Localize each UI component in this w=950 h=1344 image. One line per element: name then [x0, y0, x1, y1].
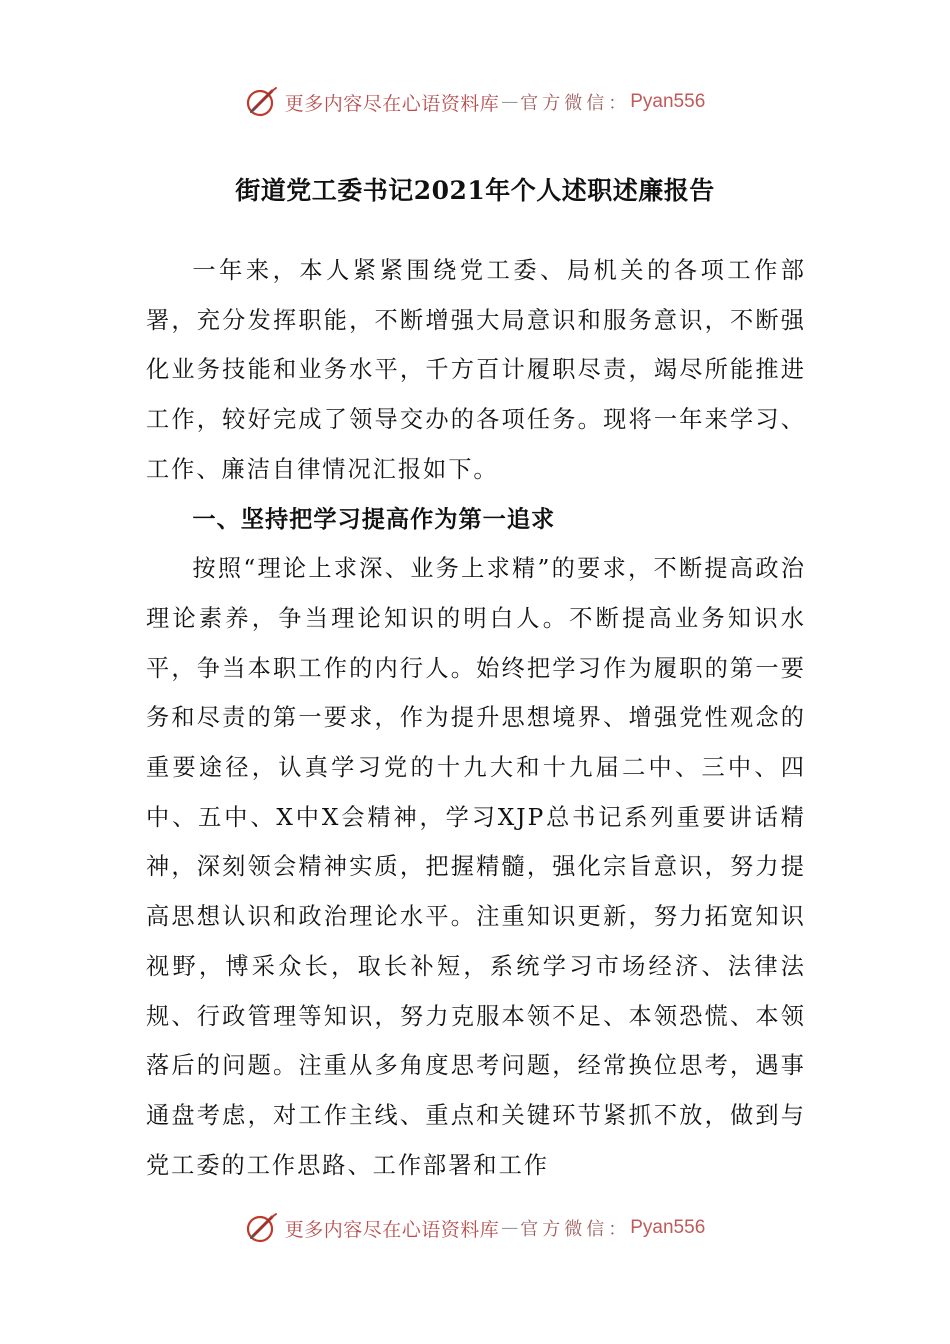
banner-official-text: 官方微信： — [520, 93, 631, 114]
header-banner — [0, 80, 950, 124]
pen-circle-logo-icon — [245, 1211, 279, 1245]
banner-site-text: 更多内容尽在心语资料库 — [284, 1218, 500, 1241]
banner-site-text: 更多内容尽在心语资料库 — [284, 92, 500, 115]
document-title: 街道党工委书记2021年个人述职述廉报告 — [235, 176, 715, 205]
banner-separator: — — [501, 92, 519, 112]
section-paragraph: 按照“理论上求深、业务上求精”的要求，不断提高政治理论素养，争当理论知识的明白人。不断提高业务知识水平，争当本职工作的内行人。始终把学习作为履职的第一要务和尽责的第一要求，作为提升思想境界、增强党性观念的重要途径，认真学习党的十九大和十九届二中、三中、四中、五中、X中X会精神，学习XJP总书记系列重要讲话精神，深刻领会精神实质，把握精髓，强化宗旨意识，努力提高思想认识和政治理论水平。注重知识更新，努力拓宽知识视野，博采众长，取长补短，系统学习市场经济、法律法规、行政管理等知识，努力克服本领不足、本领恐慌、本领落后的问题。注重从多角度思考问题，经常换位思考，遇事通盘考虑，对工作主线、重点和关键环节紧抓不放，做到与党工委的工作思路、工作部署和工作 — [146, 555, 806, 1179]
banner-wechat-id: Pyan556 — [630, 1217, 706, 1238]
banner-wechat-id: Pyan556 — [630, 91, 706, 112]
section-heading: 一、坚持把学习提高作为第一追求 — [192, 505, 556, 533]
banner-official-text: 官方微信： — [520, 1219, 631, 1240]
footer-banner — [0, 1206, 950, 1250]
document-body — [146, 246, 806, 1190]
intro-paragraph: 一年来，本人紧紧围绕党工委、局机关的各项工作部署，充分发挥职能，不断增强大局意识和服务意识，不断强化业务技能和业务水平，千方百计履职尽责，竭尽所能推进工作，较好完成了领导交办的各项任务。现将一年来学习、工作、廉洁自律情况汇报如下。 — [146, 257, 806, 483]
pen-circle-logo-icon — [245, 85, 279, 119]
banner-separator: — — [501, 1218, 519, 1238]
